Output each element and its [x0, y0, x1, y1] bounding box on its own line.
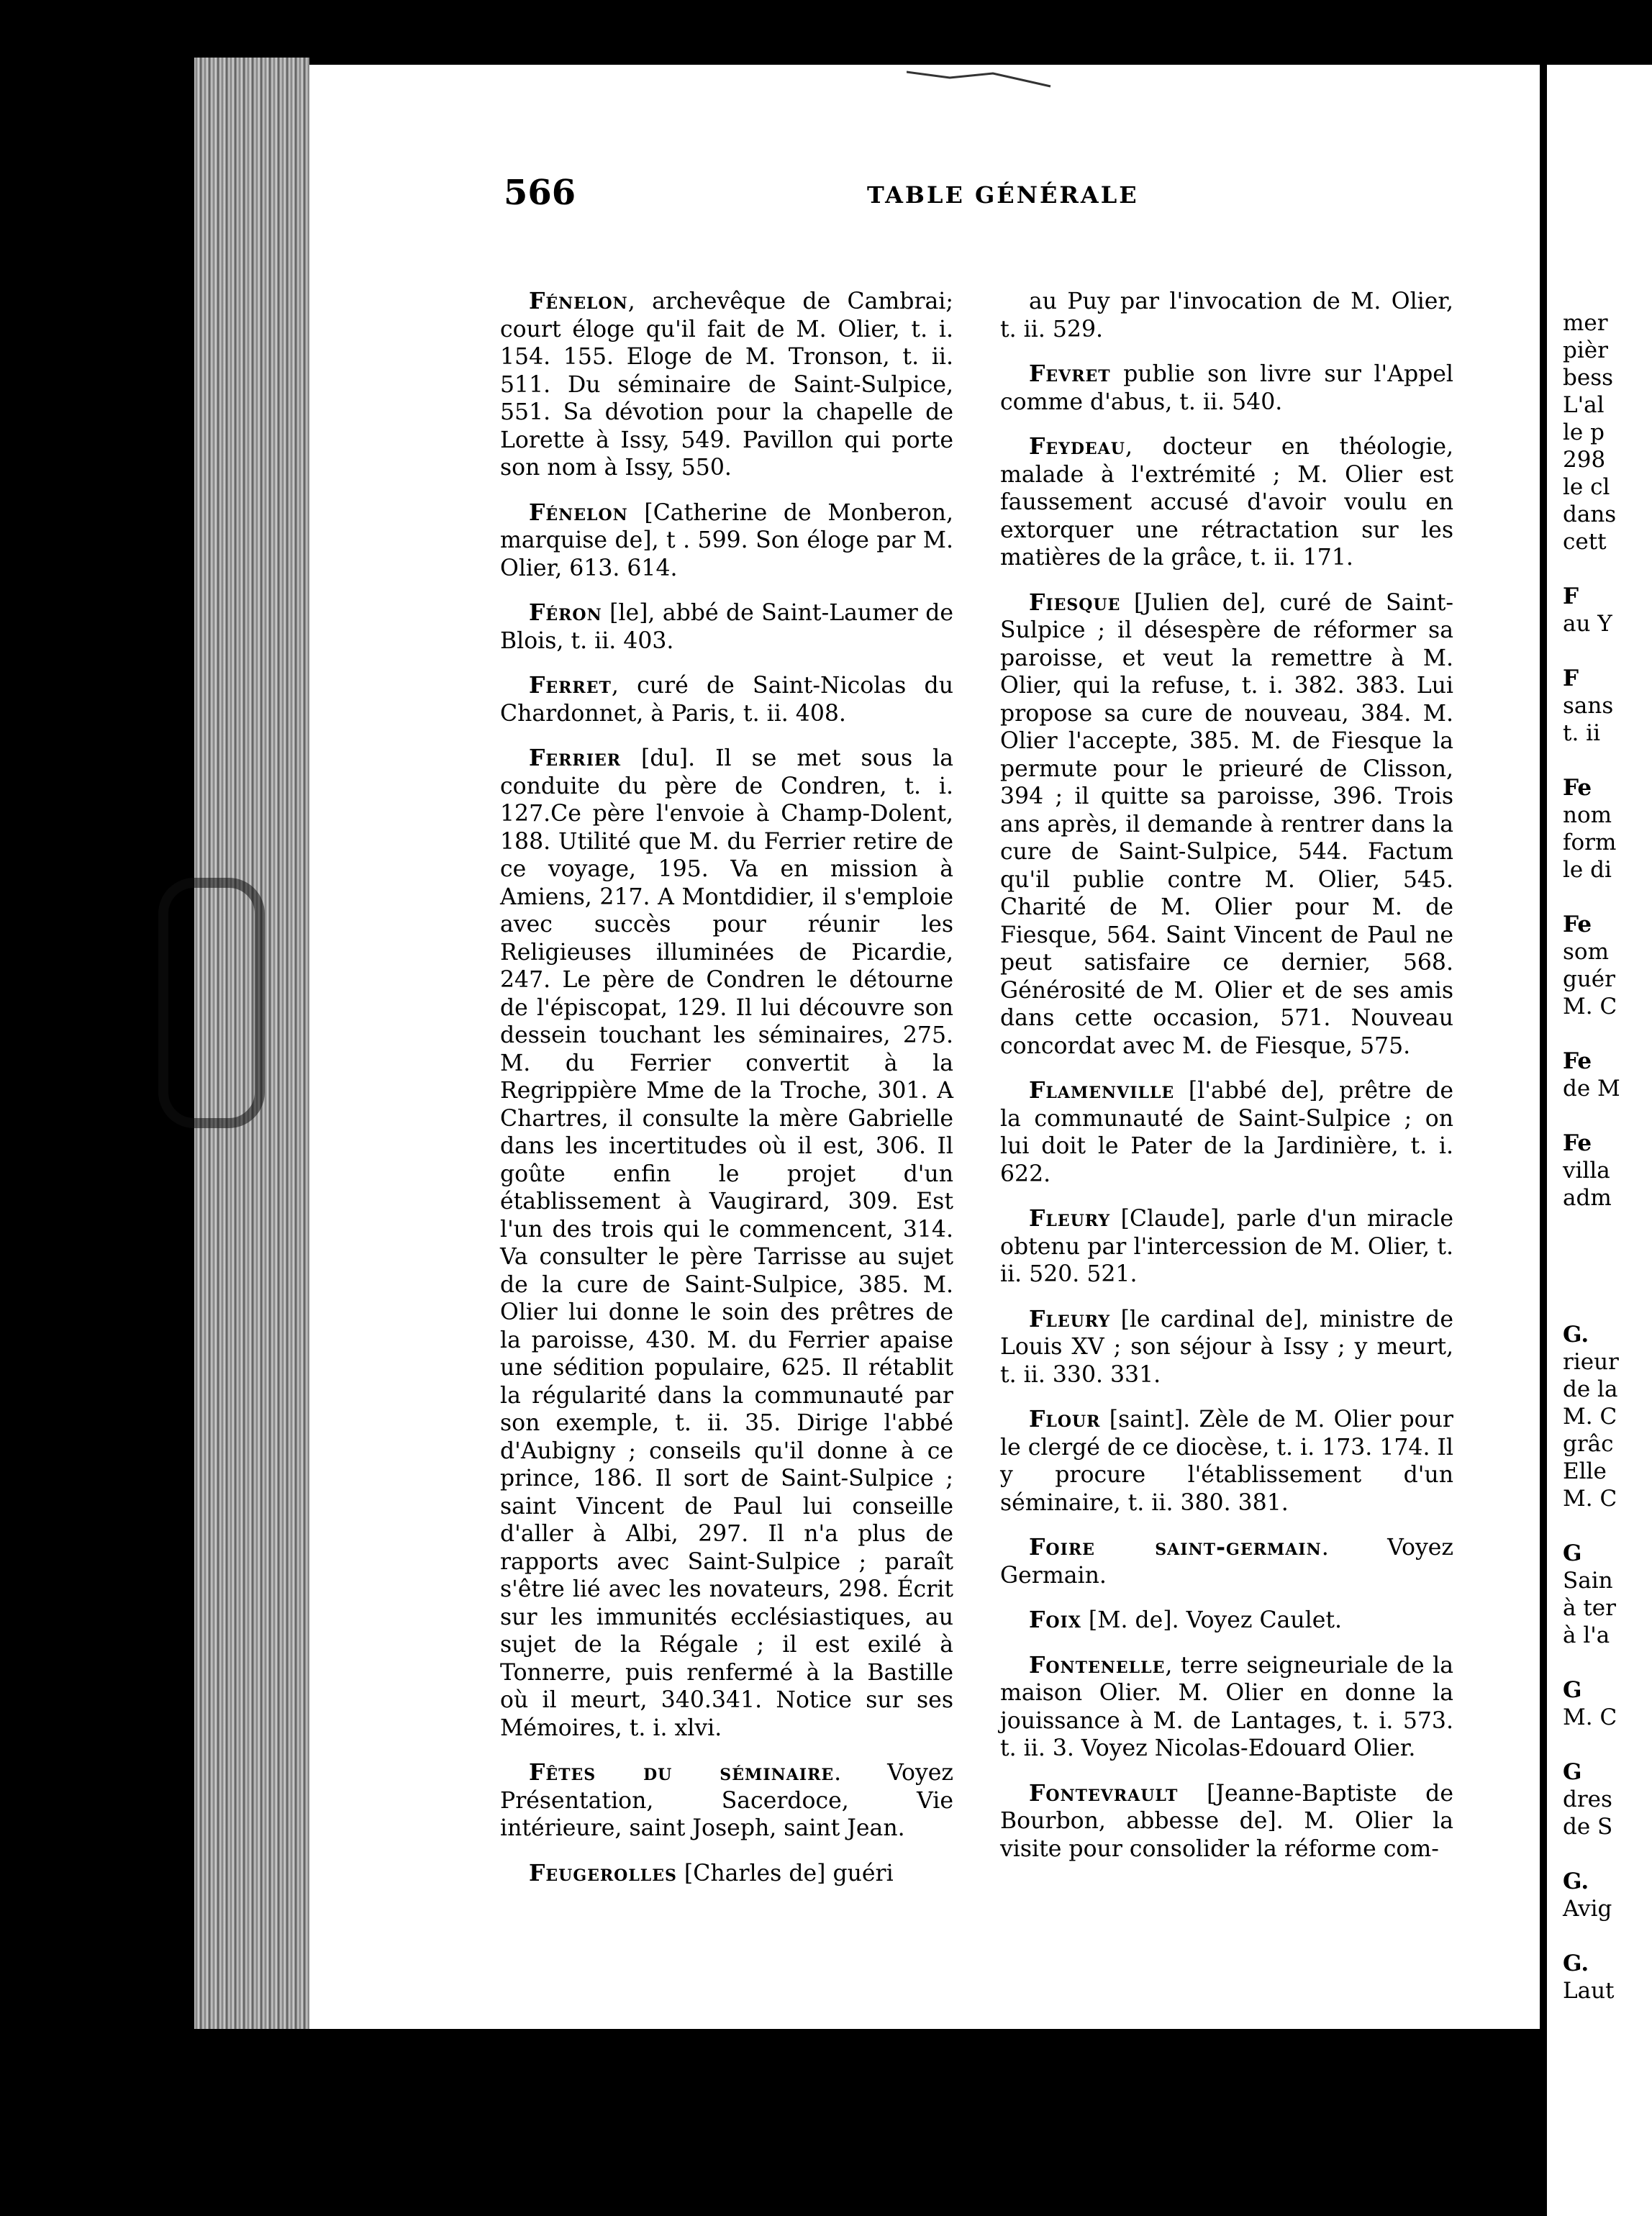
entry-headword: Flour — [1029, 1406, 1101, 1432]
fragment-line: M. C — [1563, 1404, 1617, 1430]
fragment-line: Elle — [1563, 1458, 1607, 1484]
fragment-line: cett — [1563, 529, 1607, 555]
entry-text: , docteur en théologie, malade à l'extrémité ; M. Olier est faussement accusé d'avoir voulu en extorquer une rétractation sur les matières de la grâce, t. ii. 171. — [1000, 434, 1453, 571]
fragment-line: Fe — [1563, 775, 1592, 801]
entry-text: [Jeanne-Baptiste de Bourbon, abbesse de]. M. Olier la visite pour consolider la réforme com- — [1000, 1780, 1453, 1862]
entry-headword: Foire saint-germain — [1029, 1534, 1322, 1561]
index-entry — [1000, 1534, 1453, 1589]
fragment-line: Avig — [1563, 1896, 1612, 1922]
next-page-fragment — [1547, 65, 1652, 2216]
fragment-line: form — [1563, 830, 1617, 855]
index-entry — [500, 288, 953, 482]
index-entry — [1000, 1306, 1453, 1389]
page-number: 566 — [504, 173, 576, 213]
fragment-line: G. — [1563, 1322, 1589, 1348]
index-entry — [1000, 360, 1453, 416]
entry-text: , curé de Saint-Nicolas du Chardonnet, à Paris, t. ii. 408. — [500, 673, 953, 727]
entry-text: [Claude], parle d'un miracle obtenu par l'intercession de M. Olier, t. ii. 520. 521. — [1000, 1206, 1453, 1287]
index-entry — [1000, 1077, 1453, 1188]
index-entry — [500, 672, 953, 727]
index-column-right — [1000, 288, 1453, 1880]
index-entry — [500, 599, 953, 655]
fragment-line: G. — [1563, 1868, 1589, 1894]
fragment-line: Sain — [1563, 1568, 1613, 1594]
fragment-line: de la — [1563, 1376, 1618, 1402]
entry-text: . Voyez Présentation, Sacerdoce, Vie intérieure, saint Joseph, saint Jean. — [500, 1760, 953, 1841]
fragment-line: villa — [1563, 1158, 1610, 1184]
fragment-line: G. — [1563, 1951, 1589, 1976]
index-entry — [500, 1759, 953, 1843]
fragment-line: nom — [1563, 802, 1612, 828]
entry-text: [Charles de] guéri — [676, 1860, 894, 1886]
fragment-line: M. C — [1563, 994, 1617, 1020]
index-entry — [1000, 1652, 1453, 1763]
fragment-line: dres — [1563, 1786, 1612, 1812]
entry-text: [Julien de], curé de Saint-Sulpice ; il désespère de réformer sa paroisse, et veut la remettre à M. Olier, qui la refuse, t. i. 382. 383. Lui propose sa cure de nouveau, 384. M. Olier l'accepte, 385. M. de Fiesque la permute pour le prieuré de Clisson, 394 ; il quitte sa paroisse, 396. Trois ans après, il demande à rentrer dans la cure de Saint-Sulpice, 544. Factum qu'il publie contre M. Olier, 545. Charité de M. Olier pour M. de Fiesque, 564. Saint Vincent de Paul ne peut satisfaire ce dernier, 568. Générosité de M. Olier et de ses amis dans cette occasion, 571. Nouveau concordat avec M. de Fiesque, 575. — [1000, 589, 1453, 1059]
entry-headword: Fêtes du séminaire — [529, 1759, 835, 1786]
index-column-left — [500, 288, 953, 1904]
fragment-line: som — [1563, 939, 1609, 965]
running-title: TABLE GÉNÉRALE — [867, 181, 1139, 209]
scan-artifact — [907, 65, 1065, 94]
fragment-line: Laut — [1563, 1978, 1615, 2004]
fragment-line: le cl — [1563, 474, 1610, 500]
index-entry — [1000, 1406, 1453, 1517]
entry-headword: Fevret — [1029, 360, 1111, 387]
fragment-line: de M — [1563, 1076, 1620, 1102]
index-entry — [1000, 589, 1453, 1061]
entry-headword: Ferret — [529, 672, 612, 699]
fragment-line: Fe — [1563, 912, 1592, 937]
fragment-line: grâc — [1563, 1431, 1614, 1457]
entry-text: [M. de]. Voyez Caulet. — [1081, 1607, 1343, 1633]
index-entry — [1000, 1780, 1453, 1863]
fragment-line: guér — [1563, 966, 1615, 992]
entry-headword: Fontevrault — [1029, 1779, 1179, 1807]
fragment-line: bess — [1563, 365, 1614, 391]
fragment-line: sans — [1563, 693, 1614, 719]
entry-headword: Fiesque — [1029, 589, 1121, 616]
fragment-line: à ter — [1563, 1595, 1616, 1621]
fragment-line: F — [1563, 666, 1579, 691]
entry-headword: Fontenelle — [1029, 1651, 1166, 1679]
entry-headword: Fleury — [1029, 1205, 1111, 1232]
entry-text: [saint]. Zèle de M. Olier pour le clergé de ce diocèse, t. i. 173. 174. Il y procure l'établissement d'un séminaire, t. ii. 380. 381. — [1000, 1407, 1453, 1516]
fragment-line: adm — [1563, 1185, 1612, 1211]
binding-mark — [158, 878, 265, 1128]
index-entry — [1000, 1205, 1453, 1289]
entry-headword: Fénelon — [529, 288, 628, 314]
entry-headword: Flamenville — [1029, 1077, 1175, 1104]
fragment-line: Fe — [1563, 1130, 1592, 1156]
fragment-line: M. C — [1563, 1704, 1617, 1730]
index-entry — [500, 745, 953, 1742]
index-entry — [1000, 433, 1453, 572]
fragment-line: L'al — [1563, 392, 1605, 418]
entry-text: [du]. Il se met sous la conduite du père de Condren, t. i. 127.Ce père l'envoie à Champ-Dolent, 188. Utilité que M. du Ferrier retire de ce voyage, 195. Va en mission à Amiens, 217. A Montdidier, il s'emploie avec succès pour réunir les Religieuses illuminées de Picardie, 247. Le père de Condren le détourne de l'épiscopat, 129. Il lui découvre son dessein touchant les séminaires, 275. M. du Ferrier convertit à la Regrippière Mme de la Troche, 301. A Chartres, il consulte la mère Gabrielle dans les incertitudes où il est, 306. Il goûte enfin le projet d'un établissement à Vaugirard, 309. Est l'un des trois qui le commencent, 314. Va consulter le père Tarrisse au sujet de la cure de Saint-Sulpice, 385. M. Olier lui donne le soin des prêtres de la paroisse, 430. M. du Ferrier apaise une sédition populaire, 625. Il rétablit la régularité dans la communauté par son exemple, t. ii. 35. Dirige l'abbé d'Aubigny ; conseils qu'il donne à ce prince, 186. Il sort de Saint-Sulpice ; saint Vincent de Paul lui conseille d'aller à Albi, 297. Il n'a plus de rapports avec Saint-Sulpice ; paraît s'être lié avec les novateurs, 298. Écrit sur les immunités ecclésiastiques, au sujet de la Régale ; il est exilé à Tonnerre, puis renfermé à la Bastille où il meurt, 340.341. Notice sur ses Mémoires, t. i. xlvi. — [500, 745, 953, 1741]
fragment-line: pièr — [1563, 337, 1608, 363]
entry-text: . Voyez Germain. — [1000, 1535, 1453, 1589]
index-entry — [1000, 1607, 1453, 1635]
entry-headword: Feugerolles — [529, 1859, 677, 1886]
fragment-line: G — [1563, 1677, 1582, 1703]
entry-headword: Feydeau — [1029, 433, 1125, 460]
entry-text: , archevêque de Cambrai; court éloge qu'il fait de M. Olier, t. i. 154. 155. Eloge de M. Tronson, t. ii. 511. Du séminaire de Saint-Sulpice, 551. Sa dévotion pour la chapelle de Lorette à Issy, 549. Pavillon qui porte son nom à Issy, 550. — [500, 289, 953, 481]
fragment-line: à l'a — [1563, 1622, 1610, 1648]
entry-headword: Fénelon — [529, 499, 628, 526]
running-head — [504, 173, 1468, 230]
fragment-line: Fe — [1563, 1048, 1592, 1074]
fragment-line: de S — [1563, 1814, 1613, 1840]
fragment-line: rieur — [1563, 1349, 1619, 1375]
fragment-line: le p — [1563, 419, 1605, 445]
fragment-line: t. ii — [1563, 720, 1600, 746]
entry-text: [l'abbé de], prêtre de la communauté de Saint-Sulpice ; on lui doit le Pater de la Jardinière, t. i. 622. — [1000, 1078, 1453, 1187]
index-entry — [500, 1860, 953, 1888]
entry-text: au Puy par l'invocation de M. Olier, t. ii. 529. — [1000, 289, 1453, 342]
entry-text: [le], abbé de Saint-Laumer de Blois, t. ii. 403. — [500, 600, 953, 654]
index-entry-continuation — [1000, 288, 1453, 343]
index-entry — [500, 499, 953, 583]
entry-headword: Ferrier — [529, 745, 622, 771]
fragment-line: mer — [1563, 310, 1608, 336]
fragment-line: G — [1563, 1759, 1582, 1785]
entry-text: , terre seigneuriale de la maison Olier. M. Olier en donne la jouissance à M. de Lantages, t. i. 573. t. ii. 3. Voyez Nicolas-Edouard Olier. — [1000, 1652, 1453, 1761]
fragment-line: le di — [1563, 857, 1612, 883]
entry-headword: Fleury — [1029, 1305, 1111, 1332]
entry-text: publie son livre sur l'Appel comme d'abus, t. ii. 540. — [1000, 361, 1453, 415]
fragment-line: F — [1563, 583, 1579, 609]
entry-text: [Catherine de Monberon, marquise de], t . 599. Son éloge par M. Olier, 613. 614. — [500, 499, 953, 581]
fragment-line: M. C — [1563, 1486, 1617, 1512]
fragment-line: G — [1563, 1540, 1582, 1566]
fragment-line: 298 — [1563, 447, 1606, 473]
fragment-line: dans — [1563, 501, 1617, 527]
entry-headword: Foix — [1029, 1607, 1081, 1633]
entry-headword: Féron — [529, 599, 602, 626]
entry-text: [le cardinal de], ministre de Louis XV ; son séjour à Issy ; y meurt, t. ii. 330. 331. — [1000, 1306, 1453, 1388]
fragment-line: au Y — [1563, 611, 1612, 637]
